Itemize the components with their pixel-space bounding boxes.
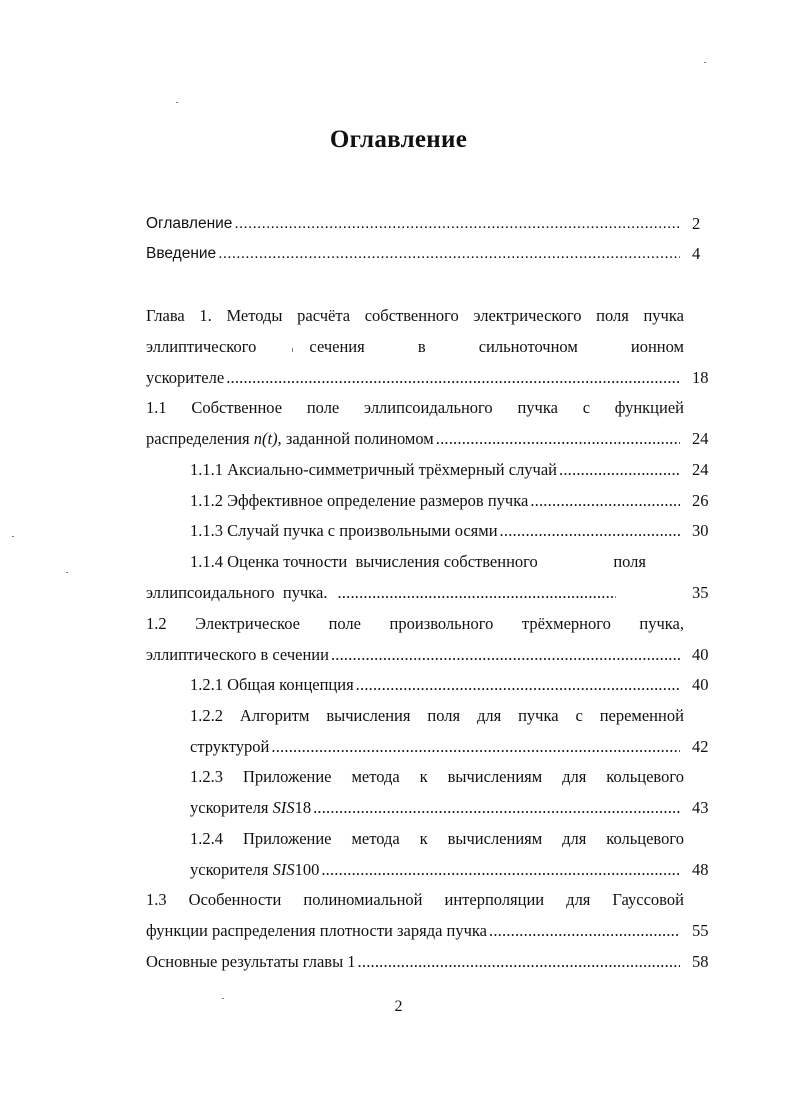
toc-section-1-2-line-1[interactable] (146, 614, 684, 634)
toc-entry-text: 18 (294, 798, 312, 817)
word: 1.2.3 (190, 767, 223, 786)
word: 1. (199, 306, 212, 325)
word: эллипсоидального (364, 398, 493, 417)
toc-section-1-2-3-line-1[interactable] (190, 767, 684, 787)
toc-entry-text: 1.2.1 Общая концепция (190, 675, 354, 694)
word: функцией (614, 398, 684, 417)
toc-leader-dots (489, 921, 680, 941)
toc-page-number: 30 (692, 521, 709, 540)
toc-page-number: 58 (692, 952, 709, 971)
word: для (562, 767, 587, 786)
word: трёхмерного (521, 614, 611, 633)
word: пучка (517, 398, 558, 417)
toc-page-number: 18 (692, 368, 709, 387)
word: 1.2.2 (190, 706, 223, 725)
toc-entry-text: Введение (146, 245, 217, 262)
toc-chapter-1-line-2[interactable] (146, 337, 684, 357)
toc-entry-text: 1.1.2 Эффективное определение размеров пучка (190, 491, 529, 510)
toc-page-number: 35 (692, 583, 709, 602)
toc-section-1-1-1[interactable] (190, 460, 682, 480)
toc-leader-dots (559, 460, 680, 480)
word: Собственное (191, 398, 283, 417)
toc-entry-text: поля (613, 552, 646, 571)
toc-entry-text: функции распределения плотности заряда пучка (146, 921, 488, 940)
word: Методы (226, 306, 283, 325)
word: кольцевого (606, 767, 684, 786)
word: Приложение (242, 767, 332, 786)
formula-text: SIS (272, 798, 295, 817)
word: 1.3 (146, 890, 167, 909)
word: Гауссовой (612, 890, 684, 909)
toc-leader-dots (313, 798, 680, 818)
toc-section-1-2-3-line-2[interactable] (190, 798, 682, 818)
word: к (419, 829, 428, 848)
word: для (562, 829, 587, 848)
word: вычислениям (447, 829, 543, 848)
word: метода (351, 767, 400, 786)
word: для (476, 706, 502, 725)
word: поле (328, 614, 361, 633)
toc-section-1-1-2[interactable] (190, 491, 682, 511)
toc-entry-text: 1.1.3 Случай пучка с произвольными осями (190, 521, 498, 540)
word: поля (427, 706, 461, 725)
toc-page-number: 40 (692, 645, 709, 664)
toc-page-number: 55 (692, 921, 709, 940)
scan-speck (704, 62, 706, 63)
toc-entry-text: эллиптического в сечении (146, 645, 329, 664)
toc-section-1-3-line-1[interactable] (146, 890, 684, 910)
formula-text: SIS (272, 860, 295, 879)
toc-page-number: 24 (692, 429, 709, 448)
word: пучка (643, 306, 684, 325)
toc-section-1-2-4-line-2[interactable] (190, 860, 682, 880)
toc-leader-dots (321, 860, 680, 880)
word: вычисления (326, 706, 411, 725)
toc-leader-dots (356, 675, 680, 695)
toc-entry-text: Оглавление (146, 215, 233, 232)
word: с (582, 398, 591, 417)
toc-entry-text: 100 (294, 860, 320, 879)
toc-entry-text: 1.1.4 Оценка точности вычисления собственного (190, 552, 538, 571)
scan-speck (66, 572, 68, 573)
word: для (566, 890, 591, 909)
word: поле (306, 398, 340, 417)
toc-page-number: 48 (692, 860, 709, 879)
toc-section-1-1-4-line-2[interactable] (146, 583, 618, 603)
scan-speck (292, 348, 293, 352)
word: сечения (309, 337, 365, 356)
toc-section-1-1-line-1[interactable] (146, 398, 684, 418)
toc-entry-text: заданной полиномом (281, 429, 434, 448)
word: сильноточном (478, 337, 578, 356)
toc-section-1-2-2-line-2[interactable] (190, 737, 682, 757)
word: собственного (364, 306, 459, 325)
word: Приложение (242, 829, 332, 848)
toc-page-number: 24 (692, 460, 709, 479)
toc-entry-text: ускорителе (146, 368, 225, 387)
toc-entry-text: эллипсоидального пучка. (146, 583, 328, 602)
toc-section-1-2-line-2[interactable] (146, 645, 682, 665)
toc-leader-dots (358, 952, 680, 972)
toc-entry-introduction[interactable] (146, 244, 682, 264)
toc-page-number: 2 (692, 214, 701, 233)
toc-page-number: 43 (692, 798, 709, 817)
toc-entry-contents[interactable] (146, 214, 682, 234)
page-title: Оглавление (329, 126, 468, 153)
word: 1.1 (146, 398, 167, 417)
toc-page-number: 42 (692, 737, 709, 756)
word: эллиптического (146, 337, 257, 356)
scan-speck (176, 102, 178, 103)
word: Алгоритм (239, 706, 310, 725)
toc-entry-text: структурой (190, 737, 270, 756)
toc-section-1-2-1[interactable] (190, 675, 682, 695)
toc-leader-dots (337, 583, 616, 603)
toc-leader-dots (218, 244, 680, 264)
toc-page-number: 40 (692, 675, 709, 694)
word: Глава (146, 306, 185, 325)
word: Особенности (188, 890, 282, 909)
toc-leader-dots (500, 521, 680, 541)
toc-entry-text: 1.1.1 Аксиально-симметричный трёхмерный случай (190, 460, 558, 479)
toc-chapter-1-line-3[interactable] (146, 368, 682, 388)
toc-leader-dots (530, 491, 680, 511)
scan-speck (222, 998, 224, 999)
word: с (575, 706, 583, 725)
toc-entry-text: распределения (146, 429, 254, 448)
toc-leader-dots (331, 645, 680, 665)
formula-text: n(t), (253, 429, 282, 448)
toc-chapter-1-line-1[interactable] (146, 306, 684, 326)
toc-leader-dots (226, 368, 680, 388)
scan-speck (12, 536, 14, 537)
toc-entry-text: Основные результаты главы 1 (146, 952, 356, 971)
toc-entry-chapter-1-results[interactable] (146, 952, 682, 972)
word: вычислениям (447, 767, 543, 786)
page-number: 2 (394, 998, 403, 1015)
toc-section-1-2-4-line-1[interactable] (190, 829, 684, 849)
toc-section-1-2-2-line-1[interactable] (190, 706, 684, 726)
word: Электрическое (195, 614, 301, 633)
word: к (419, 767, 428, 786)
word: произвольного (389, 614, 494, 633)
word: поля (596, 306, 629, 325)
toc-section-1-3-line-2[interactable] (146, 921, 682, 941)
toc-section-1-1-line-2[interactable] (146, 429, 682, 449)
word: 1.2.4 (190, 829, 223, 848)
toc-section-1-1-3[interactable] (190, 521, 682, 541)
toc-entry-text: ускорителя (190, 798, 273, 817)
toc-leader-dots (271, 737, 680, 757)
toc-page-number: 26 (692, 491, 709, 510)
word: полиномиальной (303, 890, 423, 909)
toc-section-1-1-4-line-1[interactable] (190, 552, 646, 572)
word: интерполяции (444, 890, 545, 909)
word: пучка, (639, 614, 684, 633)
word: метода (351, 829, 400, 848)
toc-leader-dots (436, 429, 680, 449)
word: пучка (518, 706, 559, 725)
word: кольцевого (606, 829, 684, 848)
word: 1.2 (146, 614, 167, 633)
toc-entry-text: ускорителя (190, 860, 273, 879)
toc-leader-dots (234, 214, 680, 234)
word: ионном (630, 337, 684, 356)
word: электрического (473, 306, 582, 325)
toc-page-number: 4 (692, 244, 701, 263)
word: в (417, 337, 426, 356)
word: переменной (599, 706, 684, 725)
word: расчёта (297, 306, 351, 325)
